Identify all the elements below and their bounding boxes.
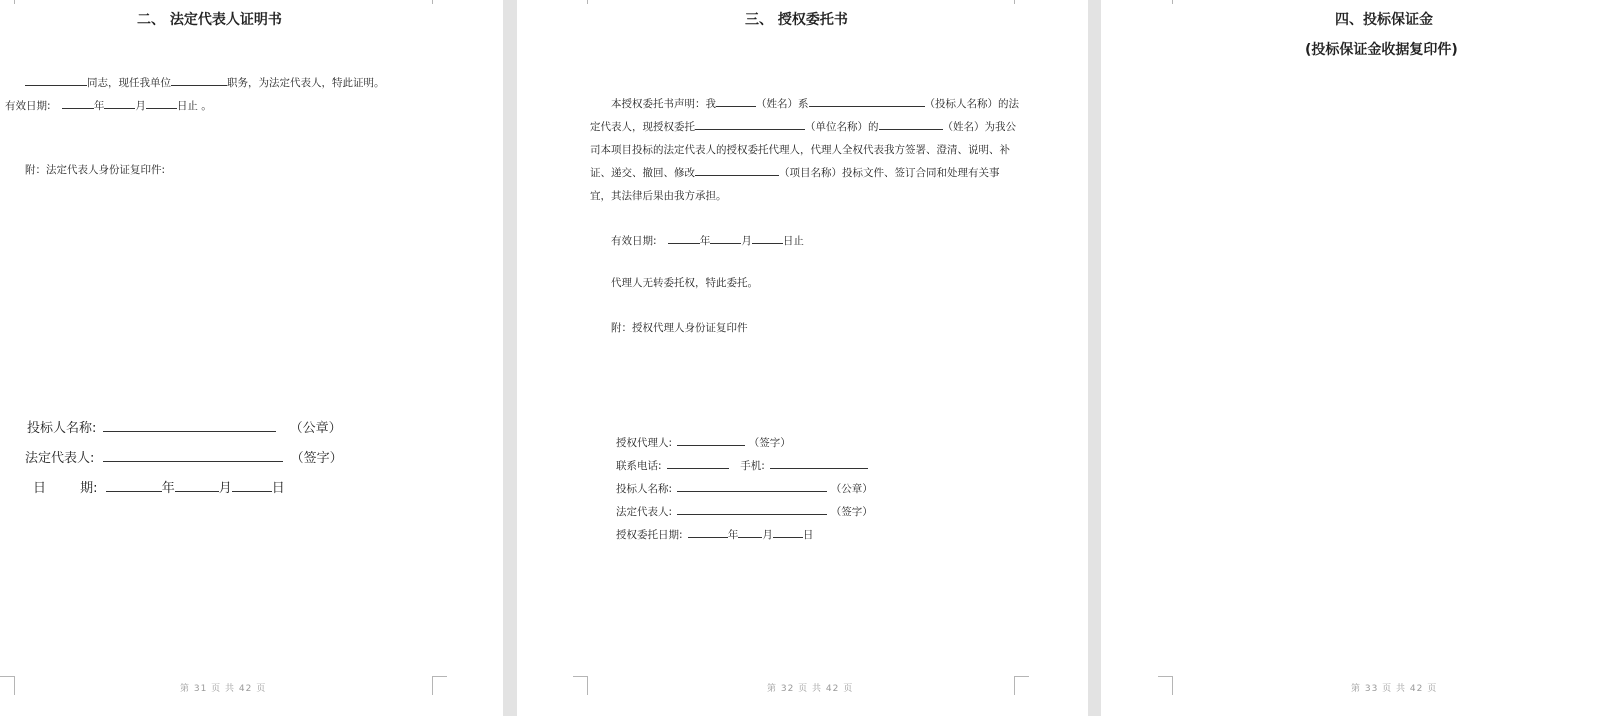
crop-mark (432, 676, 447, 695)
valid-date-line: 有效日期: 年 月 日止 。 (5, 96, 212, 113)
bidder-name-blank[interactable] (809, 94, 925, 107)
crop-mark (573, 0, 588, 4)
phone-blank[interactable] (667, 456, 729, 469)
legal-rep-blank[interactable] (677, 502, 827, 515)
page-title: 二、 法定代表人证明书 (137, 12, 282, 28)
crop-mark (0, 676, 15, 695)
crop-mark (1158, 0, 1173, 4)
bidder-name-line: 投标人名称: （公章） (616, 479, 873, 496)
day-blank-2[interactable] (232, 477, 272, 492)
name-blank[interactable] (716, 94, 756, 107)
year-blank-2[interactable] (106, 477, 162, 492)
attachment-note: 附：法定代表人身份证复印件: (25, 164, 166, 176)
agent-sign-line: 授权代理人: （签字） (616, 433, 791, 450)
unit-name-blank[interactable] (695, 117, 805, 130)
agent-name-blank[interactable] (879, 117, 943, 130)
auth-day-blank[interactable] (773, 525, 803, 538)
legal-rep-line: 法定代表人: （签字） (616, 502, 873, 519)
legal-rep-line: 法定代表人: （签字） (25, 447, 343, 467)
certificate-line: 同志，现任我单位 职务，为法定代表人，特此证明。 (25, 73, 385, 90)
document-page-33 (1101, 0, 1604, 716)
authorization-paragraph: 本授权委托书声明：我 （姓名）系 （投标人名称）的法定代表人，现授权委托 （单位名称）的 （姓名）为我公司本项目投标的法定代表人的授权委托代理人，代理人全权代表我方签署、澄清、说明、补证、递交、撤回、修改 （项目名称）投标文件、签订合同和处理有关事宜，其法律后果由我方承担。 (590, 93, 1020, 208)
auth-date-line: 授权委托日期: 年 月 日 (616, 525, 813, 542)
day-blank[interactable] (146, 96, 177, 109)
bidder-name-blank[interactable] (103, 417, 276, 432)
auth-month-blank[interactable] (738, 525, 762, 538)
page-title: 四、投标保证金 (1335, 12, 1433, 28)
page-subtitle: (投标保证金收据复印件) (1305, 42, 1458, 58)
auth-year-blank[interactable] (688, 525, 728, 538)
page-footer: 第 31 页 共 42 页 (180, 684, 267, 694)
day-blank[interactable] (752, 231, 783, 244)
page-title: 三、 授权委托书 (745, 12, 848, 28)
legal-rep-blank[interactable] (103, 447, 283, 462)
document-page-32 (517, 0, 1088, 716)
crop-mark (1014, 676, 1029, 695)
crop-mark (573, 676, 588, 695)
position-blank[interactable] (171, 73, 227, 86)
year-blank[interactable] (668, 231, 700, 244)
crop-mark (1014, 0, 1029, 4)
valid-date-line: 有效日期: 年 月 日止 (611, 231, 804, 248)
crop-mark (1158, 676, 1173, 695)
date-line: 日 期: 年 月 日 (33, 477, 285, 497)
year-blank[interactable] (62, 96, 94, 109)
bidder-name-line: 投标人名称: （公章） (27, 417, 342, 437)
month-blank[interactable] (104, 96, 135, 109)
page-footer: 第 33 页 共 42 页 (1351, 684, 1438, 694)
contact-line: 联系电话: 手机: (616, 456, 868, 473)
mobile-blank[interactable] (770, 456, 868, 469)
crop-mark (0, 0, 15, 4)
month-blank-2[interactable] (175, 477, 219, 492)
month-blank[interactable] (710, 231, 741, 244)
project-name-blank[interactable] (695, 163, 779, 176)
crop-mark (432, 0, 447, 4)
page-footer: 第 32 页 共 42 页 (767, 684, 854, 694)
attachment-note: 附：授权代理人身份证复印件 (611, 322, 748, 334)
name-blank[interactable] (25, 73, 87, 86)
no-transfer-note: 代理人无转委托权，特此委托。 (611, 277, 758, 289)
document-page-31 (0, 0, 503, 716)
bidder-name-blank-2[interactable] (677, 479, 827, 492)
agent-sign-blank[interactable] (677, 433, 745, 446)
